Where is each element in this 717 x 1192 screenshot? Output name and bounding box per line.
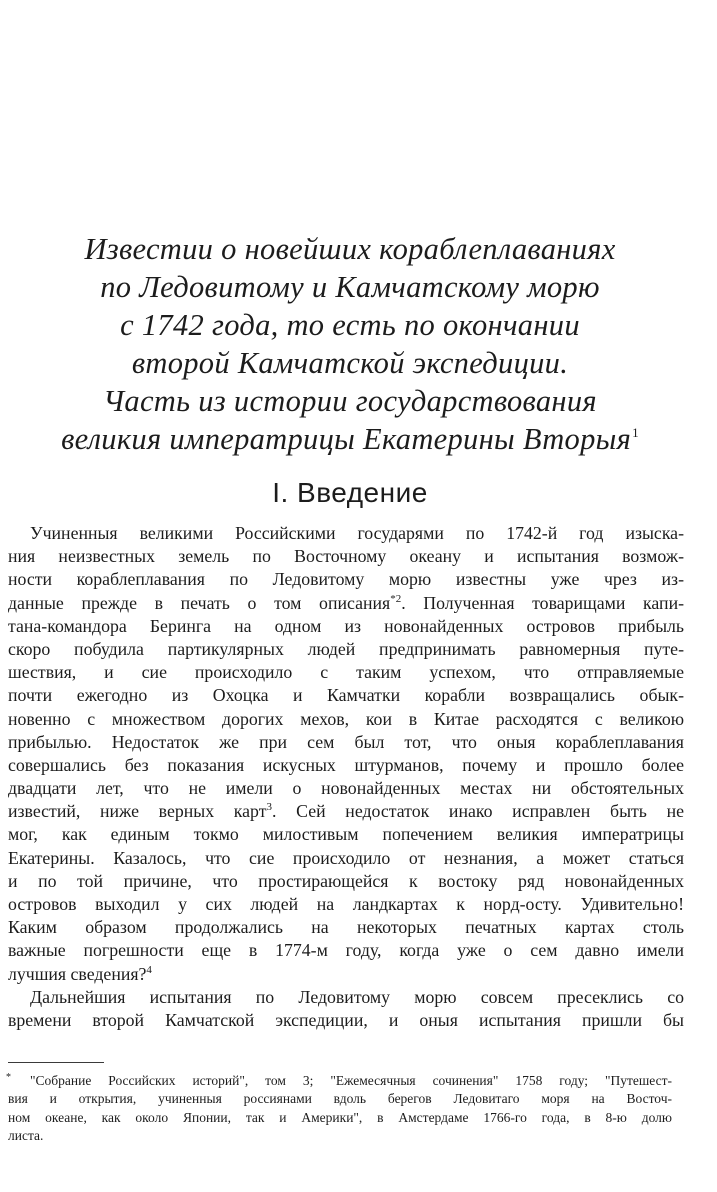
body-line: важные погрешности еще в 1774-м году, когда уже о сем давно имели <box>8 940 684 961</box>
body-line: тана-командора Беринга на одном из новонайденных островов прибыль <box>8 615 684 636</box>
body-line-text: . Полученная товарищами капи- <box>401 592 685 613</box>
footnote-mark: * <box>6 1072 11 1083</box>
title-line: второй Камчатской экспедиции. <box>131 346 569 380</box>
title-line-last <box>20 420 680 458</box>
footnote-line: ном океане, как около Японии, так и Америки", в Амстердаме 1766-го года, в 8-ю долю <box>8 1109 672 1125</box>
body-line: новенно с множеством дорогих мехов, кои в Китае расходятся с великою <box>8 708 684 729</box>
body-text <box>8 522 684 1032</box>
body-line: ния неизвестных земель по Восточному океану и испытания возмож- <box>8 546 684 567</box>
section-heading: I. Введение <box>272 477 428 508</box>
footnote-line: "Собрание Российских историй", том 3; "Ежемесячныя сочинения" 1758 году; "Путешест- <box>30 1073 672 1088</box>
footnote <box>8 1072 672 1145</box>
body-line-text: . Сей недостаток инако исправлен быть не <box>271 801 684 822</box>
footnote-line: листа. <box>8 1127 44 1143</box>
title-line: по Ледовитому и Камчатскому морю <box>100 270 600 304</box>
footnote-ref: 4 <box>146 963 152 976</box>
footnote-divider <box>8 1062 104 1063</box>
body-line: почти ежегодно из Охоцка и Камчатки корабли возвращались обык- <box>8 685 684 706</box>
body-line: шествия, и сие происходило с таким успехом, что отправляемые <box>8 662 684 683</box>
body-line <box>8 800 684 823</box>
body-line: мог, как единым токмо милостивым попечением великия императрицы <box>8 824 684 845</box>
footnote-line: вия и открытия, учиненныя россиянами вдоль берегов Ледовитаго моря на Восточ- <box>8 1091 672 1107</box>
body-line: прибылью. Недостаток же при сем был тот, что оныя кораблеплавания <box>8 731 684 752</box>
body-line-text: известий, ниже верных карт <box>8 801 267 822</box>
body-line: и по той причине, что простирающейся к востоку ряд новонайденных <box>8 870 684 891</box>
title-line: Известии о новейших кораблеплаваниях <box>84 232 616 266</box>
body-line-text: лучшия сведения? <box>8 963 147 984</box>
body-line: ности кораблеплавания по Ледовитому морю известны уже чрез из- <box>8 569 684 590</box>
title-line: с 1742 года, то есть по окончании <box>120 308 580 342</box>
body-line: совершались без показания искусных штурманов, почему и прошло более <box>8 754 684 775</box>
body-line-text: данные прежде в печать о том описания <box>8 592 391 613</box>
body-line: скоро побудила партикулярных людей предпринимать равномерныя путе- <box>8 638 684 659</box>
body-line: островов выходил у сих людей на ландкартах к норд-осту. Удивительно! <box>8 894 684 914</box>
title-line: Часть из истории государствования <box>103 384 597 418</box>
body-line: времени второй Камчатской экспедиции, и оныя испытания пришли бы <box>8 1009 684 1030</box>
body-line <box>8 592 684 615</box>
body-line: Дальнейшия испытания по Ледовитому морю совсем пресеклись со <box>30 986 684 1007</box>
chapter-title <box>20 230 680 458</box>
body-line: двадцати лет, что не имели о новонайденных местах ни обстоятельных <box>8 778 684 799</box>
body-line: Екатерины. Казалось, что сие происходило от незнания, а может статься <box>8 847 684 868</box>
body-line: Учиненныя великими Российскими государями по 1742-й год изыска- <box>30 523 684 543</box>
title-line-text: великия императрицы Екатерины Вторыя <box>61 422 632 456</box>
body-line <box>8 963 684 986</box>
footnote-ref: 3 <box>266 801 272 814</box>
title-footnote-ref: 1 <box>632 425 639 440</box>
body-line: Каким образом продолжались на некоторых печатных картах столь <box>8 917 684 938</box>
footnote-ref: *2 <box>390 592 402 605</box>
